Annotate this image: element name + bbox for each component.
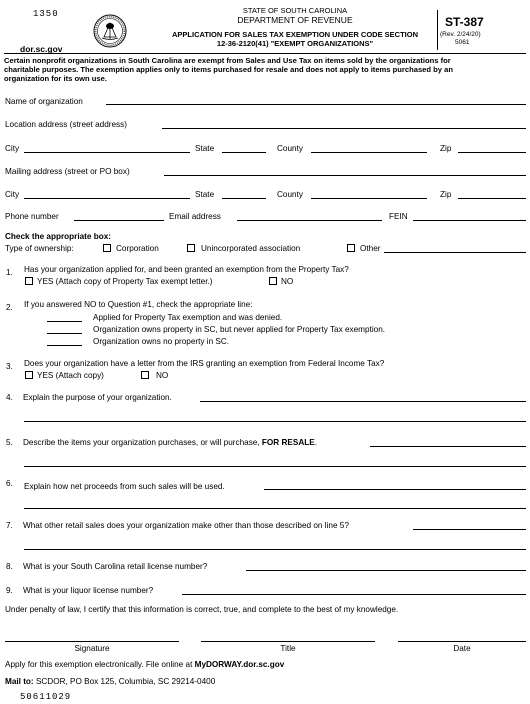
other-label: Other [360,244,381,253]
q2-opt3-line[interactable] [47,345,82,346]
corporation-checkbox[interactable] [103,244,111,252]
state-seal-icon [93,14,127,48]
q4-field-line2[interactable] [24,421,526,422]
other-field[interactable] [384,252,526,253]
zip-label-2: Zip [440,190,452,199]
intro-line2: charitable purposes. The exemption applies only to items purchased for resale and does not apply to items purchased by an [4,65,453,74]
barcode-number: 50611029 [20,692,72,702]
org-name-label: Name of organization [5,97,83,106]
apply-online-wrap [5,660,284,669]
q3-number: 3. [6,362,13,371]
org-name-field[interactable] [106,104,526,105]
q5-text: Describe the items your organization purchases, or will purchase, [23,438,260,447]
q1-yes-checkbox[interactable] [25,277,33,285]
state-field-2[interactable] [222,198,266,199]
q7-text: What other retail sales does your organization make other than those described on line 5? [23,521,349,530]
signature-field[interactable] [5,641,179,642]
q3-yes-checkbox[interactable] [25,371,33,379]
q1-yes-label: YES (Attach copy of Property Tax exempt letter.) [37,277,213,286]
form-revision: (Rev. 2/24/20) [440,31,481,38]
form-title-line1: APPLICATION FOR SALES TAX EXEMPTION UNDER CODE SECTION [172,30,418,39]
county-label-2: County [277,190,303,199]
q3-text: Does your organization have a letter from the IRS granting an exemption from Federal Income Tax? [24,359,385,368]
q6-field-line2[interactable] [24,508,526,509]
website-label: dor.sc.gov [20,44,63,54]
q9-field[interactable] [182,594,526,595]
date-label: Date [453,644,471,653]
q8-field[interactable] [246,570,526,571]
q3-yes-label: YES (Attach copy) [37,371,104,380]
q5-bold-text: FOR RESALE [261,438,315,447]
mail-address: SCDOR, PO Box 125, Columbia, SC 29214-0400 [35,677,216,686]
q5-number: 5. [6,438,13,447]
check-heading: Check the appropriate box: [5,232,112,241]
q4-number: 4. [6,393,13,402]
fein-field[interactable] [413,220,526,221]
q2-text: If you answered NO to Question #1, check the appropriate line: [24,300,253,309]
q1-text: Has your organization applied for, and been granted an exemption from the Property Tax? [24,265,349,274]
q2-number: 2. [6,303,13,312]
q2-opt2-label: Organization owns property in SC, but never applied for Property Tax exemption. [93,325,386,334]
q6-text: Explain how net proceeds from such sales will be used. [24,482,225,491]
zip-field-2[interactable] [458,198,526,199]
title-label: Title [280,644,296,653]
county-field-2[interactable] [311,198,427,199]
mydorway-link[interactable]: MyDORWAY.dor.sc.gov [194,660,285,669]
q3-no-checkbox[interactable] [141,371,149,379]
q2-opt1-label: Applied for Property Tax exemption and was denied. [93,313,283,322]
form-number: ST-387 [445,15,484,29]
q6-number: 6. [6,479,13,488]
q1-no-label: NO [281,277,294,286]
mailing-address-field[interactable] [164,175,526,176]
signature-label: Signature [74,644,110,653]
phone-label: Phone number [5,212,59,221]
title-field[interactable] [201,641,375,642]
location-address-label: Location address (street address) [5,120,127,129]
unincorporated-checkbox[interactable] [187,244,195,252]
q2-opt2-line[interactable] [47,333,82,334]
location-address-field[interactable] [162,128,526,129]
q7-number: 7. [6,521,13,530]
header-divider [437,10,438,50]
q8-number: 8. [6,562,13,571]
q5-field-line1[interactable] [370,446,526,447]
mailing-address-label: Mailing address (street or PO box) [5,167,130,176]
q1-number: 1. [6,268,13,277]
q5-text-wrap [23,438,317,447]
city-field-1[interactable] [24,152,190,153]
state-label-2: State [195,190,215,199]
email-field[interactable] [237,220,382,221]
mail-to-label: Mail to: [5,677,34,686]
header-rule [4,53,526,54]
q5-field-line2[interactable] [24,466,526,467]
state-field-1[interactable] [222,152,266,153]
q9-number: 9. [6,586,13,595]
state-name: STATE OF SOUTH CAROLINA [242,6,348,15]
q4-field-line1[interactable] [200,401,526,402]
state-label-1: State [195,144,215,153]
zip-label-1: Zip [440,144,452,153]
q2-opt1-line[interactable] [47,321,82,322]
unincorporated-label: Unincorporated association [201,244,301,253]
q7-field-line1[interactable] [413,529,526,530]
mail-to-wrap [5,677,215,686]
q3-no-label: NO [156,371,169,380]
zip-field-1[interactable] [458,152,526,153]
q2-opt3-label: Organization owns no property in SC. [93,337,230,346]
q7-field-line2[interactable] [24,549,526,550]
city-label-1: City [5,144,20,153]
intro-line3: organization for its own use. [4,74,107,83]
form-id: 5061 [455,39,470,46]
q6-field-line1[interactable] [264,489,526,490]
fein-label: FEIN [389,212,408,221]
apply-online-text: Apply for this exemption electronically. File online at [5,660,193,669]
ownership-label: Type of ownership: [5,244,74,253]
date-field[interactable] [398,641,526,642]
certification-text: Under penalty of law, I certify that this information is correct, true, and complete to the best of my knowledge. [5,605,399,614]
other-checkbox[interactable] [347,244,355,252]
intro-line1: Certain nonprofit organizations in South Carolina are exempt from Sales and Use Tax on items sold by the organizations for [4,56,451,65]
phone-field[interactable] [74,220,164,221]
city-field-2[interactable] [24,198,190,199]
form-code-top: 1350 [33,9,59,19]
county-label-1: County [277,144,303,153]
q4-text: Explain the purpose of your organization. [23,393,172,402]
department-name: DEPARTMENT OF REVENUE [237,15,353,25]
q1-no-checkbox[interactable] [269,277,277,285]
corporation-label: Corporation [116,244,159,253]
city-label-2: City [5,190,20,199]
q8-text: What is your South Carolina retail license number? [23,562,208,571]
email-label: Email address [169,212,221,221]
county-field-1[interactable] [311,152,427,153]
form-title-line2: 12-36-2120(41) "EXEMPT ORGANIZATIONS" [216,39,374,48]
q9-text: What is your liquor license number? [23,586,154,595]
q5-end: . [314,438,317,447]
